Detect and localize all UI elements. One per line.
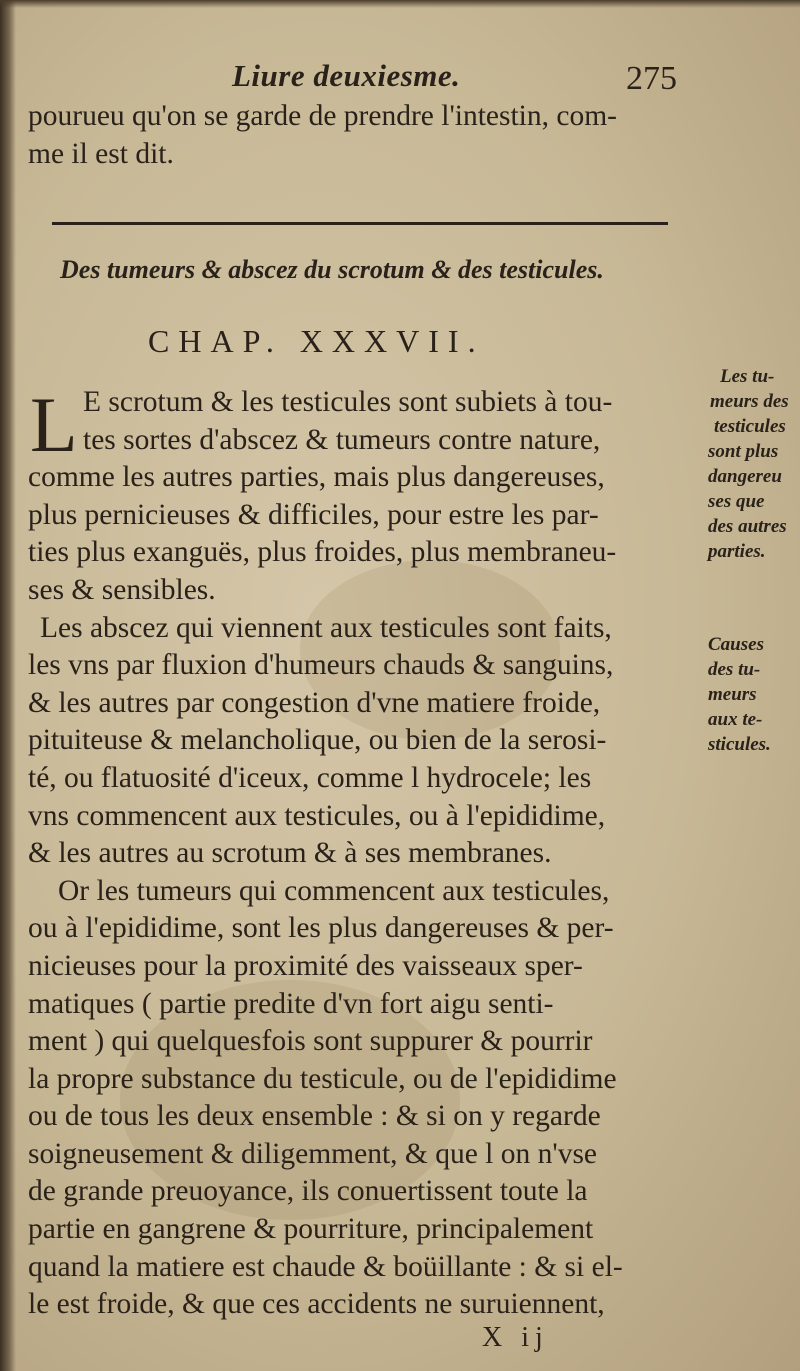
text-line: de grande preuoyance, ils conuertissent toute la [28,1175,588,1208]
signature-mark: X ij [482,1322,549,1353]
text-line: partie en gangrene & pourriture, principalement [28,1213,594,1246]
page-binding-shadow [0,0,16,1371]
chapter-body [28,381,688,1324]
running-head [0,58,800,102]
running-head-title: Liure deuxiesme. [232,58,461,93]
text-line: Or les tumeurs qui commencent aux testicules, [58,874,610,907]
text-line: ou à l'epididime, sont les plus dangereuses & per- [28,912,614,945]
marginal-line: Causes [708,634,764,655]
text-line: les vns par fluxion d'humeurs chauds & sanguins, [28,649,614,682]
text-line: ou de tous les deux ensemble : & si on y regarde [28,1100,601,1133]
text-line: vns commencent aux testicules, ou à l'epididime, [28,799,606,832]
paragraph-1 [28,381,688,610]
marginal-note-1 [708,364,789,564]
marginal-note-2 [708,632,771,757]
marginal-line: sont plus [708,441,779,462]
page-top-shadow [0,0,800,8]
section-title: Des tumeurs & abscez du scrotum & des testicules. [60,255,604,284]
text-line: me il est dit. [28,137,174,170]
text-line: té, ou flatuosité d'iceux, comme l hydrocele; les [28,761,592,794]
text-line: comme les autres parties, mais plus dangereuses, [28,461,605,494]
text-line: pituiteuse & melancholique, ou bien de la serosi- [28,724,607,757]
text-line: & les autres par congestion d'vne matiere froide, [28,686,601,719]
section-divider [52,222,668,225]
marginal-line: sticules. [708,734,771,755]
text-line: E scrotum & les testicules sont subiets à tou- [83,386,613,418]
paragraph-3 [28,873,688,1324]
marginal-line: des tu- [708,659,761,680]
marginal-line: Les tu- [720,366,775,387]
marginal-line: meurs des [710,391,789,412]
marginal-line: aux te- [708,709,763,730]
marginal-line: dangereu [708,466,782,487]
text-line: pourueu qu'on se garde de prendre l'intestin, com- [28,100,617,132]
text-line: le est froide, & que ces accidents ne suruiennent, [28,1288,605,1321]
chapter-heading: CHAP. XXXVII. [148,323,485,359]
text-line: plus pernicieuses & difficiles, pour estre les par- [28,498,599,531]
marginal-line: meurs [708,684,757,705]
text-line: ties plus exanguës, plus froides, plus membraneu- [28,536,617,569]
marginal-line: ses que [708,491,765,512]
marginal-line: parties. [708,541,766,562]
text-line: soigneusement & diligemment, & que l on n'vse [28,1137,598,1170]
text-line: nicieuses pour la proximité des vaisseaux sper- [28,949,583,982]
marginal-line: des autres [708,516,787,537]
text-line: ment ) qui quelquesfois sont suppurer & pourrir [28,1025,593,1058]
text-line: quand la matiere est chaude & boüillante : & si el- [28,1250,623,1283]
text-line: la propre substance du testicule, ou de l'epididime [28,1062,617,1095]
text-line: matiques ( partie predite d'vn fort aigu senti- [28,987,554,1020]
continued-text [28,98,688,173]
text-line: & les autres au scrotum & à ses membranes. [28,837,552,870]
marginal-line: testicules [714,416,786,437]
text-line: ses & sensibles. [28,573,216,606]
text-line: tes sortes d'abscez & tumeurs contre nature, [83,423,601,456]
drop-capital: L [30,381,78,468]
paragraph-2 [28,610,688,873]
text-line: Les abscez qui viennent aux testicules sont faits, [40,611,612,644]
page-number: 275 [626,60,677,97]
